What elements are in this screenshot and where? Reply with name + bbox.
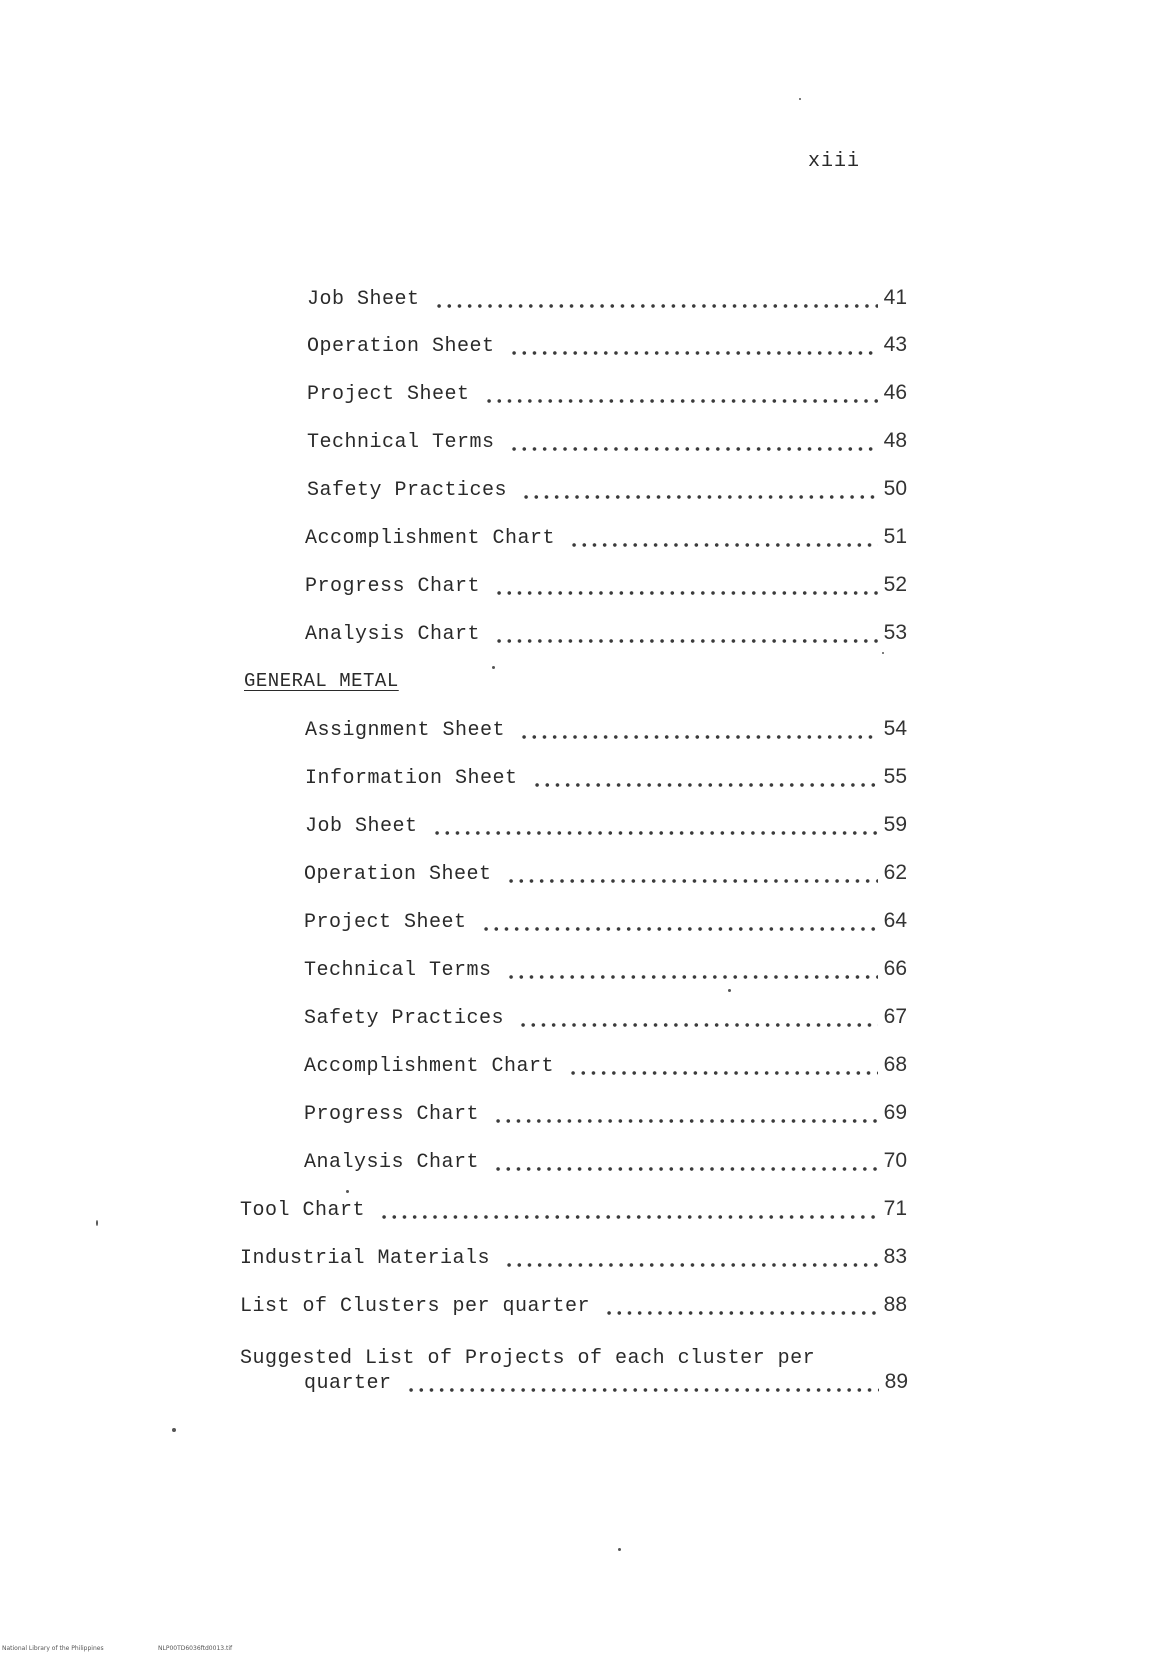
- toc-entry-page: 52: [883, 573, 907, 596]
- toc-entry-title: Assignment Sheet: [305, 719, 506, 742]
- toc-entry-industrial-materials[interactable]: [240, 1245, 907, 1275]
- toc-entry-title: Operation Sheet: [307, 335, 495, 358]
- dot-leader: [493, 1118, 878, 1124]
- toc-entry-operation-sheet-2[interactable]: [304, 861, 907, 891]
- toc-entry-title: Project Sheet: [307, 383, 470, 406]
- toc-entry-title: Project Sheet: [304, 911, 467, 934]
- toc-entry-project-sheet-1[interactable]: [307, 381, 907, 411]
- dot-leader: [521, 494, 878, 500]
- toc-entry-title: Operation Sheet: [304, 863, 492, 886]
- toc-entry-title: Analysis Chart: [304, 1151, 480, 1174]
- toc-entry-title: Progress Chart: [305, 575, 481, 598]
- toc-entry-page: 66: [883, 957, 907, 980]
- dot-leader: [494, 638, 878, 644]
- toc-entry-job-sheet-1[interactable]: [307, 286, 907, 316]
- toc-entry-title: List of Clusters per quarter: [240, 1295, 591, 1318]
- toc-entry-page: 83: [883, 1245, 907, 1268]
- toc-entry-page: 51: [883, 525, 907, 548]
- toc-entry-page: 43: [883, 333, 907, 356]
- toc-entry-job-sheet-2[interactable]: [305, 813, 907, 843]
- toc-entry-technical-terms-2[interactable]: [304, 957, 907, 987]
- scan-speck: [492, 666, 495, 669]
- toc-entry-information-sheet-2[interactable]: [305, 765, 907, 795]
- dot-leader: [506, 878, 878, 884]
- toc-entry-title: Technical Terms: [307, 431, 495, 454]
- section-heading-general-metal: GENERAL METAL: [244, 670, 399, 692]
- toc-entry-title-line-1: Suggested List of Projects of each cluster per: [240, 1347, 816, 1370]
- toc-entry-title: Safety Practices: [304, 1007, 505, 1030]
- page-number: xiii: [808, 150, 861, 173]
- toc-entry-list-of-clusters[interactable]: [240, 1293, 907, 1323]
- toc-entry-title: Analysis Chart: [305, 623, 481, 646]
- toc-entry-page: 70: [883, 1149, 907, 1172]
- toc-entry-assignment-sheet-2[interactable]: [305, 717, 907, 747]
- toc-entry-title: Progress Chart: [304, 1103, 480, 1126]
- toc-entry-page: 59: [883, 813, 907, 836]
- footer-credit: National Library of the Philippines: [2, 1645, 104, 1652]
- toc-entry-title-line-2: quarter: [304, 1372, 392, 1395]
- toc-entry-title: Job Sheet: [307, 288, 420, 311]
- toc-entry-progress-chart-2[interactable]: [304, 1101, 907, 1131]
- toc-entry-continuation: [304, 1370, 908, 1400]
- dot-leader: [434, 303, 878, 309]
- dot-leader: [569, 542, 878, 548]
- scan-speck: [728, 989, 731, 992]
- scan-speck: [346, 1190, 349, 1193]
- dot-leader: [509, 350, 878, 356]
- dot-leader: [604, 1310, 878, 1316]
- toc-entry-technical-terms-1[interactable]: [307, 429, 907, 459]
- toc-entry-page: 69: [883, 1101, 907, 1124]
- toc-entry-title: Accomplishment Chart: [304, 1055, 555, 1078]
- toc-entry-title: Tool Chart: [240, 1199, 366, 1222]
- toc-entry-analysis-chart-1[interactable]: [305, 621, 907, 651]
- dot-leader: [406, 1387, 879, 1393]
- dot-leader: [484, 398, 878, 404]
- toc-entry-page: 55: [883, 765, 907, 788]
- toc-entry-page: 50: [883, 477, 907, 500]
- toc-entry-page: 48: [883, 429, 907, 452]
- dot-leader: [568, 1070, 878, 1076]
- toc-entry-page: 46: [883, 381, 907, 404]
- dot-leader: [481, 926, 878, 932]
- toc-entry-suggested-list[interactable]: [240, 1347, 908, 1400]
- toc-entry-page: 62: [883, 861, 907, 884]
- toc-entry-page: 71: [883, 1197, 907, 1220]
- dot-leader: [494, 590, 878, 596]
- toc-entry-analysis-chart-2[interactable]: [304, 1149, 907, 1179]
- toc-entry-accomplishment-chart-2[interactable]: [304, 1053, 907, 1083]
- toc-entry-progress-chart-1[interactable]: [305, 573, 907, 603]
- toc-entry-tool-chart[interactable]: [240, 1197, 907, 1227]
- dot-leader: [519, 734, 878, 740]
- scan-speck: [96, 1220, 98, 1226]
- toc-entry-page: 88: [883, 1293, 907, 1316]
- toc-entry-project-sheet-2[interactable]: [304, 909, 907, 939]
- toc-entry-page: 68: [883, 1053, 907, 1076]
- toc-entry-page: 41: [883, 286, 907, 309]
- toc-entry-accomplishment-chart-1[interactable]: [305, 525, 907, 555]
- toc-entry-title: Job Sheet: [305, 815, 418, 838]
- footer-file: NLP00TD6036ftd0013.tif: [158, 1645, 233, 1652]
- scan-speck: [799, 98, 801, 100]
- toc-entry-title: Safety Practices: [307, 479, 508, 502]
- dot-leader: [518, 1022, 878, 1028]
- scan-speck: [172, 1428, 176, 1432]
- toc-entry-page: 54: [883, 717, 907, 740]
- toc-entry-operation-sheet-1[interactable]: [307, 333, 907, 363]
- dot-leader: [432, 830, 878, 836]
- dot-leader: [379, 1214, 878, 1220]
- dot-leader: [532, 782, 878, 788]
- dot-leader: [493, 1166, 878, 1172]
- dot-leader: [509, 446, 878, 452]
- toc-entry-page: 67: [883, 1005, 907, 1028]
- scan-speck: [882, 652, 884, 654]
- toc-entry-page: 89: [884, 1370, 908, 1393]
- toc-entry-safety-practices-2[interactable]: [304, 1005, 907, 1035]
- dot-leader: [506, 974, 878, 980]
- scan-speck: [618, 1548, 621, 1551]
- dot-leader: [504, 1262, 878, 1268]
- toc-entry-page: 64: [883, 909, 907, 932]
- toc-entry-page: 53: [883, 621, 907, 644]
- toc-entry-title: Industrial Materials: [240, 1247, 491, 1270]
- toc-entry-title: Information Sheet: [305, 767, 518, 790]
- toc-entry-title: Technical Terms: [304, 959, 492, 982]
- toc-entry-safety-practices-1[interactable]: [307, 477, 907, 507]
- toc-entry-title: Accomplishment Chart: [305, 527, 556, 550]
